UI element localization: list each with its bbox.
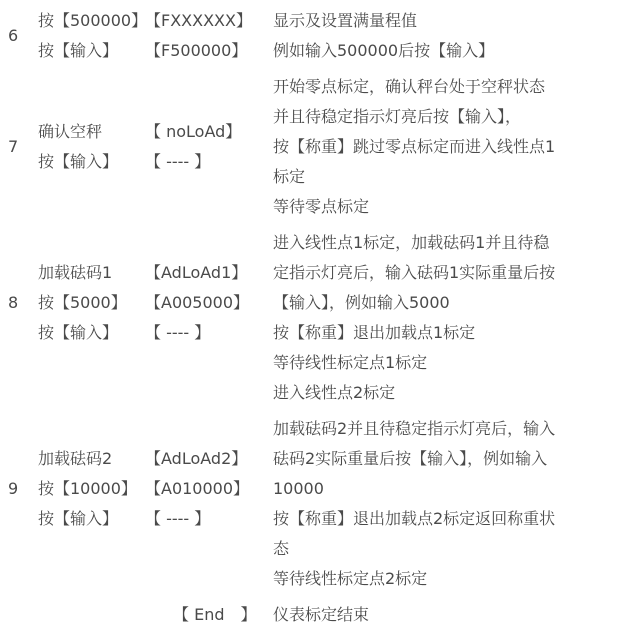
table-row (0, 6, 628, 66)
display-value: 【FXXXXXX】 (145, 11, 252, 30)
display-value: 【AdLoAd2】 (145, 449, 248, 468)
description-line: 态 (273, 539, 290, 558)
step-number: 7 (8, 137, 19, 156)
table-row (0, 414, 628, 594)
description-line: 标定 (273, 167, 306, 186)
operation-line: 按【500000】 (38, 11, 148, 30)
description-line: 加载砝码2并且待稳定指示灯亮后，输入 (273, 419, 556, 438)
description-cell (273, 6, 628, 66)
display-cell (145, 600, 273, 630)
step-number: 6 (8, 26, 19, 45)
table-row (0, 72, 628, 222)
display-value: 【 ---- 】 (145, 152, 211, 171)
operation-line: 按【输入】 (38, 323, 119, 342)
description-line: 进入线性点2标定 (273, 383, 396, 402)
description-line: 等待线性标定点2标定 (273, 569, 428, 588)
description-line: 10000 (273, 479, 324, 498)
operation-line: 按【输入】 (38, 509, 119, 528)
operation-line: 加载砝码2 (38, 449, 113, 468)
operation-cell (38, 414, 145, 534)
description-line: 例如输入500000后按【输入】 (273, 41, 495, 60)
description-line: 按【称重】退出加载点1标定 (273, 323, 476, 342)
step-number: 8 (8, 293, 19, 312)
description-cell (273, 600, 628, 630)
display-value: 【 noLoAd】 (145, 122, 242, 141)
step-number-cell (0, 228, 38, 378)
display-cell (145, 228, 273, 348)
table-row (0, 228, 628, 408)
operation-line: 确认空秤 (38, 122, 103, 141)
operation-cell (38, 228, 145, 348)
operation-cell (38, 72, 145, 177)
description-line: 定指示灯亮后，输入砝码1实际重量后按 (273, 263, 556, 282)
display-value: 【 End 】 (173, 605, 257, 624)
display-value: 【AdLoAd1】 (145, 263, 248, 282)
display-value: 【 ---- 】 (145, 323, 211, 342)
operation-cell (38, 6, 148, 66)
step-number-cell (0, 414, 38, 564)
operation-line: 按【10000】 (38, 479, 137, 498)
description-line: 按【称重】跳过零点标定而进入线性点1 (273, 137, 556, 156)
description-line: 显示及设置满量程值 (273, 11, 418, 30)
description-line: 砝码2实际重量后按【输入】，例如输入 (273, 449, 548, 468)
step-number (0, 600, 38, 630)
operation-line: 按【输入】 (38, 152, 119, 171)
display-value: 【F500000】 (145, 41, 248, 60)
operation-line: 按【5000】 (38, 293, 127, 312)
table-row (0, 600, 628, 630)
step-number: 9 (8, 479, 19, 498)
display-value: 【A005000】 (145, 293, 250, 312)
display-cell (145, 72, 273, 177)
description-line: 开始零点标定，确认秤台处于空秤状态 (273, 77, 546, 96)
description-line: 等待零点标定 (273, 197, 370, 216)
step-number-cell (0, 6, 38, 66)
display-cell (145, 6, 273, 66)
step-number-cell (0, 600, 38, 630)
description-line: 【输入】，例如输入5000 (273, 293, 450, 312)
display-value: 【 ---- 】 (145, 509, 211, 528)
description-line: 并且待稳定指示灯亮后按【输入】， (273, 107, 522, 126)
description-cell (273, 414, 628, 594)
step-number-cell (0, 72, 38, 222)
display-value: 【A010000】 (145, 479, 250, 498)
description-line: 按【称重】退出加载点2标定返回称重状 (273, 509, 556, 528)
description-cell (273, 228, 628, 408)
description-cell (273, 72, 628, 222)
description-line: 进入线性点1标定，加载砝码1并且待稳 (273, 233, 550, 252)
operation-line: 按【输入】 (38, 41, 119, 60)
description-line: 仪表标定结束 (273, 605, 370, 624)
operation-line: 加载砝码1 (38, 263, 113, 282)
display-cell (145, 414, 273, 534)
description-line: 等待线性标定点1标定 (273, 353, 428, 372)
